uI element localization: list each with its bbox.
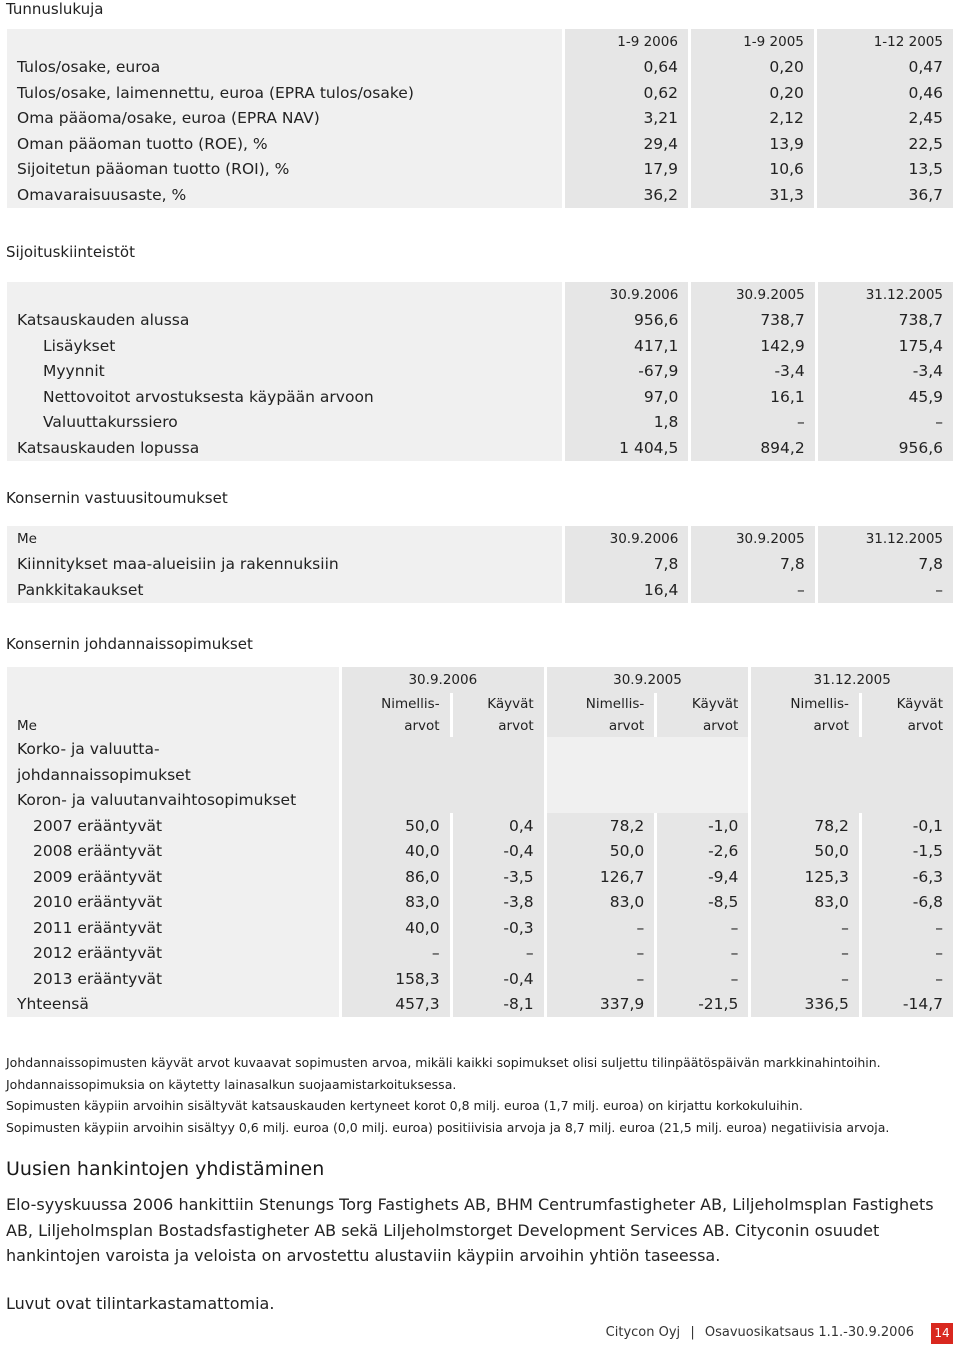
cell-value: – xyxy=(453,941,544,967)
footer-report: Osavuosikatsaus 1.1.-30.9.2006 xyxy=(704,1325,914,1340)
cell-value: 13,9 xyxy=(691,131,814,157)
table-row xyxy=(7,435,953,461)
row-label: Tulos/osake, laimennettu, euroa (EPRA tulos/osake) xyxy=(7,80,562,106)
subgroup-label: Koron- ja valuutanvaihtosopimukset xyxy=(7,788,339,814)
section-title-johdannaiset: Konsernin johdannaissopimukset xyxy=(6,635,253,653)
column-header: arvot xyxy=(453,715,544,737)
column-header: 30.9.2006 xyxy=(565,526,688,552)
cell-value: – xyxy=(862,966,953,992)
group-row xyxy=(7,737,953,763)
vastuu-table xyxy=(4,526,956,603)
column-header: 1-9 2005 xyxy=(691,29,814,55)
johdannaiset-table xyxy=(4,667,956,1017)
cell-value: 31,3 xyxy=(691,182,814,208)
row-label: Oma pääoma/osake, euroa (EPRA NAV) xyxy=(7,106,562,132)
cell-value: 1 404,5 xyxy=(565,435,688,461)
table-row xyxy=(7,359,953,385)
cell-value: – xyxy=(751,941,859,967)
cell-value: – xyxy=(751,966,859,992)
cell-value: 0,46 xyxy=(817,80,953,106)
cell-value: 142,9 xyxy=(691,333,814,359)
cell-value: 86,0 xyxy=(342,864,450,890)
cell-value: – xyxy=(547,941,655,967)
table-row xyxy=(7,839,953,865)
cell-value: -21,5 xyxy=(657,992,748,1018)
unit-label: Me xyxy=(7,715,339,737)
cell-value: -1,5 xyxy=(862,839,953,865)
cell-value: 13,5 xyxy=(817,157,953,183)
table-row xyxy=(7,182,953,208)
cell-value: 126,7 xyxy=(547,864,655,890)
cell-value: -0,4 xyxy=(453,966,544,992)
period-header: 31.12.2005 xyxy=(751,667,953,693)
cell-value: 175,4 xyxy=(818,333,953,359)
tunnusluvut-table xyxy=(4,29,956,208)
cell-value: 78,2 xyxy=(547,813,655,839)
table-header-row xyxy=(7,667,953,693)
cell-value: 16,4 xyxy=(565,577,688,603)
cell-value: 956,6 xyxy=(565,308,688,334)
table-row xyxy=(7,131,953,157)
cell-value: – xyxy=(751,915,859,941)
cell-value: 457,3 xyxy=(342,992,450,1018)
cell-value: -3,8 xyxy=(453,890,544,916)
cell-value: 7,8 xyxy=(818,552,953,578)
unit-label: Me xyxy=(7,526,562,552)
section-title-tunnusluvut: Tunnuslukuja xyxy=(6,0,104,18)
row-label: Valuuttakurssiero xyxy=(7,410,562,436)
column-header: Nimellis- xyxy=(547,693,655,715)
cell-value: – xyxy=(657,915,748,941)
cell-value: -3,4 xyxy=(691,359,814,385)
row-label: Omavaraisuusaste, % xyxy=(7,182,562,208)
row-label: 2010 erääntyvät xyxy=(7,890,339,916)
period-header: 30.9.2005 xyxy=(547,667,749,693)
period-header: 30.9.2006 xyxy=(342,667,544,693)
table-row xyxy=(7,941,953,967)
row-label: 2009 erääntyvät xyxy=(7,864,339,890)
cell-value: -2,6 xyxy=(657,839,748,865)
column-header: arvot xyxy=(342,715,450,737)
cell-value: -1,0 xyxy=(657,813,748,839)
cell-value: 10,6 xyxy=(691,157,814,183)
row-label: Pankkitakaukset xyxy=(7,577,562,603)
cell-value: 125,3 xyxy=(751,864,859,890)
cell-value: -0,4 xyxy=(453,839,544,865)
table-row xyxy=(7,80,953,106)
column-header: arvot xyxy=(751,715,859,737)
cell-value: 0,4 xyxy=(453,813,544,839)
cell-value: 7,8 xyxy=(565,552,688,578)
sijoitus-table xyxy=(4,282,956,461)
cell-value: -6,8 xyxy=(862,890,953,916)
cell-value: 16,1 xyxy=(691,384,814,410)
cell-value: – xyxy=(691,577,814,603)
cell-value: 17,9 xyxy=(565,157,688,183)
table-header-row xyxy=(7,29,953,55)
cell-value: -3,4 xyxy=(818,359,953,385)
table-row xyxy=(7,577,953,603)
section-title-sijoitus: Sijoituskiinteistöt xyxy=(6,243,135,261)
table-header-row xyxy=(7,715,953,737)
cell-value: – xyxy=(818,410,953,436)
table-row xyxy=(7,915,953,941)
column-header: arvot xyxy=(862,715,953,737)
cell-value: 336,5 xyxy=(751,992,859,1018)
group-label: Korko- ja valuutta- xyxy=(7,737,339,763)
row-label: Katsauskauden alussa xyxy=(7,308,562,334)
column-header: Nimellis- xyxy=(342,693,450,715)
footnote: Sopimusten käypiin arvoihin sisältyvät katsauskauden kertyneet korot 0,8 milj. euroa (1,7 milj. euroa) on kirjattu korkokuluihin. xyxy=(6,1098,803,1113)
table-row xyxy=(7,333,953,359)
cell-value: 7,8 xyxy=(691,552,814,578)
row-label: Nettovoitot arvostuksesta käypään arvoon xyxy=(7,384,562,410)
cell-value: 83,0 xyxy=(547,890,655,916)
cell-value: -9,4 xyxy=(657,864,748,890)
footnotes xyxy=(6,1052,889,1138)
cell-value: 417,1 xyxy=(565,333,688,359)
cell-value: 0,62 xyxy=(565,80,688,106)
cell-value: 0,20 xyxy=(691,80,814,106)
body-paragraph: Elo-syyskuussa 2006 hankittiin Stenungs Torg Fastighets AB, BHM Centrumfastigheter AB, Liljeholmsplan Fastighets AB, Liljeholmsplan Bostadsfastigheter AB sekä Liljeholmstorget Development Services AB. Cityconin osuudet hankintojen varoista ja veloista on arvostettu alustaviin käypiin arvoihin yhtiön taseessa. xyxy=(6,1195,934,1265)
cell-value: – xyxy=(818,577,953,603)
column-header: Käyvät xyxy=(862,693,953,715)
row-label: 2011 erääntyvät xyxy=(7,915,339,941)
column-header: 1-9 2006 xyxy=(565,29,688,55)
row-label: Lisäykset xyxy=(7,333,562,359)
column-header: arvot xyxy=(657,715,748,737)
table-row xyxy=(7,55,953,81)
cell-value: 78,2 xyxy=(751,813,859,839)
cell-value: 0,47 xyxy=(817,55,953,81)
cell-value: 0,64 xyxy=(565,55,688,81)
cell-value: 22,5 xyxy=(817,131,953,157)
column-header: Nimellis- xyxy=(751,693,859,715)
cell-value: 0,20 xyxy=(691,55,814,81)
column-header: 31.12.2005 xyxy=(818,282,953,308)
column-header: 30.9.2005 xyxy=(691,526,814,552)
row-label: Tulos/osake, euroa xyxy=(7,55,562,81)
cell-value: – xyxy=(691,410,814,436)
cell-value: 40,0 xyxy=(342,915,450,941)
section-title-vastuu: Konsernin vastuusitoumukset xyxy=(6,489,228,507)
footer-company: Citycon Oyj xyxy=(605,1325,681,1340)
cell-value: -14,7 xyxy=(862,992,953,1018)
cell-value: 36,2 xyxy=(565,182,688,208)
footnote: Sopimusten käypiin arvoihin sisältyy 0,6 milj. euroa (0,0 milj. euroa) positiivisia arvoja ja 8,7 milj. euroa (21,5 milj. euroa) negatiivisia arvoja. xyxy=(6,1119,890,1135)
cell-value: 158,3 xyxy=(342,966,450,992)
row-label: 2008 erääntyvät xyxy=(7,839,339,865)
cell-value: -8,5 xyxy=(657,890,748,916)
row-label: Myynnit xyxy=(7,359,562,385)
table-row xyxy=(7,890,953,916)
row-label: 2007 erääntyvät xyxy=(7,813,339,839)
cell-value: 2,12 xyxy=(691,106,814,132)
total-row xyxy=(7,992,953,1018)
cell-value: – xyxy=(657,941,748,967)
row-label: 2013 erääntyvät xyxy=(7,966,339,992)
cell-value: – xyxy=(547,966,655,992)
cell-value: – xyxy=(657,966,748,992)
cell-value: – xyxy=(342,941,450,967)
table-header-row xyxy=(7,693,953,715)
table-row xyxy=(7,157,953,183)
footer-separator: | xyxy=(690,1325,695,1340)
column-header: arvot xyxy=(547,715,655,737)
page-number: 14 xyxy=(931,1323,953,1344)
row-label: Oman pääoman tuotto (ROE), % xyxy=(7,131,562,157)
table-header-row xyxy=(7,282,953,308)
cell-value: -3,5 xyxy=(453,864,544,890)
cell-value: 738,7 xyxy=(691,308,814,334)
cell-value: – xyxy=(862,915,953,941)
table-row xyxy=(7,813,953,839)
cell-value: -0,1 xyxy=(862,813,953,839)
cell-value: -0,3 xyxy=(453,915,544,941)
column-header: Käyvät xyxy=(453,693,544,715)
column-header: 1-12 2005 xyxy=(817,29,953,55)
table-header-row xyxy=(7,526,953,552)
audit-note: Luvut ovat tilintarkastamattomia. xyxy=(6,1294,275,1313)
cell-value: -8,1 xyxy=(453,992,544,1018)
table-row xyxy=(7,552,953,578)
cell-value: 2,45 xyxy=(817,106,953,132)
row-label: Sijoitetun pääoman tuotto (ROI), % xyxy=(7,157,562,183)
column-header: 30.9.2005 xyxy=(691,282,814,308)
table-row xyxy=(7,384,953,410)
table-row xyxy=(7,864,953,890)
cell-value: 45,9 xyxy=(818,384,953,410)
table-row xyxy=(7,410,953,436)
cell-value: – xyxy=(862,941,953,967)
page-footer xyxy=(606,1325,914,1340)
cell-value: 40,0 xyxy=(342,839,450,865)
cell-value: 50,0 xyxy=(342,813,450,839)
cell-value: 1,8 xyxy=(565,410,688,436)
cell-value: 50,0 xyxy=(547,839,655,865)
cell-value: 83,0 xyxy=(342,890,450,916)
cell-value: 956,6 xyxy=(818,435,953,461)
cell-value: 337,9 xyxy=(547,992,655,1018)
cell-value: -67,9 xyxy=(565,359,688,385)
row-label: Kiinnitykset maa-alueisiin ja rakennuksiin xyxy=(7,552,562,578)
column-header: Käyvät xyxy=(657,693,748,715)
table-row xyxy=(7,966,953,992)
group-label: johdannaissopimukset xyxy=(7,762,339,788)
table-row xyxy=(7,106,953,132)
cell-value: 97,0 xyxy=(565,384,688,410)
footnote: Johdannaissopimusten käyvät arvot kuvaavat sopimusten arvoa, mikäli kaikki sopimukset olisi suljettu tilinpäätöspäivän markkinahintoihin. xyxy=(6,1055,881,1070)
row-label: Katsauskauden lopussa xyxy=(7,435,562,461)
cell-value: 894,2 xyxy=(691,435,814,461)
row-label: 2012 erääntyvät xyxy=(7,941,339,967)
row-label: Yhteensä xyxy=(7,992,339,1018)
column-header: 31.12.2005 xyxy=(818,526,953,552)
footnote: Johdannaissopimuksia on käytetty lainasalkun suojaamistarkoituksessa. xyxy=(6,1076,457,1092)
cell-value: 738,7 xyxy=(818,308,953,334)
cell-value: – xyxy=(547,915,655,941)
column-header: 30.9.2006 xyxy=(565,282,688,308)
cell-value: 83,0 xyxy=(751,890,859,916)
cell-value: 3,21 xyxy=(565,106,688,132)
cell-value: 50,0 xyxy=(751,839,859,865)
table-row xyxy=(7,308,953,334)
section-heading-hankinnat: Uusien hankintojen yhdistäminen xyxy=(6,1158,325,1180)
cell-value: -6,3 xyxy=(862,864,953,890)
cell-value: 36,7 xyxy=(817,182,953,208)
cell-value: 29,4 xyxy=(565,131,688,157)
